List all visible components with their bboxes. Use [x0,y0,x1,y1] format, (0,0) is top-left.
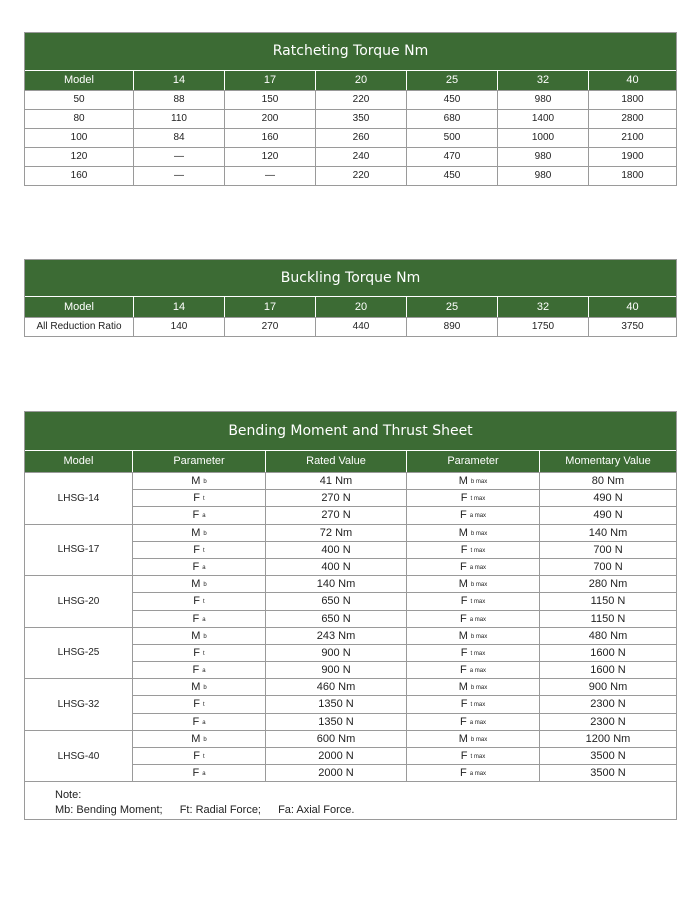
table-row [132,661,676,678]
parameter-subscript: t max [470,702,486,709]
momentary-value-cell: 480 Nm [539,628,676,644]
rated-value-cell: 1350 N [265,696,406,712]
bending-title: Bending Moment and Thrust Sheet [25,412,676,450]
value-cell: 2100 [588,129,676,147]
model-cell: LHSG-17 [25,524,132,576]
parameter-cell [132,696,265,712]
note [25,781,676,819]
momentary-value-cell: 1150 N [539,593,676,609]
parameter-symbol: M [191,526,201,539]
value-cell: 140 [133,318,224,336]
table-row [25,90,676,109]
momentary-value-cell: 1200 Nm [539,731,676,747]
momentary-value-cell: 140 Nm [539,525,676,541]
momentary-value-cell: 900 Nm [539,679,676,695]
table-row [132,747,676,764]
parameter-cell [132,559,265,575]
value-cell: 1900 [588,148,676,166]
note-axial-force: Fa: Axial Force. [278,804,355,817]
rated-value-cell: 600 Nm [265,731,406,747]
rated-value-cell: 460 Nm [265,679,406,695]
parameter-max-cell [406,593,539,609]
momentary-value-cell: 3500 N [539,765,676,781]
parameter-max-cell [406,507,539,523]
parameter-symbol: M [191,629,201,642]
value-cell: 270 [224,318,315,336]
value-cell: 2800 [588,110,676,128]
parameter-cell [132,525,265,541]
note-radial-force: Ft: Radial Force; [179,804,261,817]
parameter-symbol: F [192,767,200,780]
parameter-max-cell [406,714,539,730]
momentary-value-cell: 490 N [539,490,676,506]
header-cell: Momentary Value [539,451,676,472]
value-cell: 3750 [588,318,676,336]
parameter-max-cell [406,696,539,712]
parameter-subscript: b [203,530,207,537]
ratcheting-torque-table [24,32,677,186]
momentary-value-cell: 1150 N [539,611,676,627]
momentary-value-cell: 700 N [539,559,676,575]
model-group [25,575,676,627]
value-cell: 450 [406,91,497,109]
rated-value-cell: 270 N [265,507,406,523]
parameter-subscript: t max [470,496,486,503]
parameter-symbol: F [459,715,467,728]
value-cell: 240 [315,148,406,166]
model-cell: LHSG-20 [25,575,132,627]
note-items [55,803,676,818]
header-cell: 32 [497,297,588,317]
header-cell: 14 [133,297,224,317]
header-cell: 25 [406,297,497,317]
value-cell: 1800 [588,167,676,185]
parameter-cell [132,645,265,661]
value-cell: 440 [315,318,406,336]
model-cell: 80 [73,113,85,124]
parameter-symbol: F [459,509,467,522]
value-cell: 220 [315,91,406,109]
table-row [132,489,676,506]
value-cell: 84 [133,129,224,147]
parameter-symbol: F [460,646,468,659]
rated-value-cell: 72 Nm [265,525,406,541]
ratcheting-body [25,90,676,185]
value-cell: — [133,148,224,166]
table-row [25,128,676,147]
parameter-symbol: M [191,578,201,591]
model-cell: 160 [70,170,88,181]
table-row [132,506,676,523]
parameter-subscript: a [202,719,206,726]
header-cell: Model [64,301,94,313]
table-row [25,147,676,166]
rated-value-cell: 900 N [265,645,406,661]
table-row [25,166,676,185]
parameter-subscript: a [202,668,206,675]
model-group [25,627,676,679]
model-cell: LHSG-25 [25,627,132,679]
buckling-header-row [25,296,676,317]
parameter-max-cell [406,473,539,489]
parameter-max-cell [406,542,539,558]
parameter-subscript: t max [470,650,486,657]
header-cell: 17 [224,71,315,90]
header-cell: Model [63,455,94,467]
table-row [25,109,676,128]
parameter-max-cell [406,576,539,592]
parameter-subscript: t [203,547,205,554]
value-cell: 980 [497,148,588,166]
value-cell: 220 [315,167,406,185]
parameter-symbol: F [460,595,468,608]
ratcheting-header-row [25,70,676,90]
parameter-cell [132,507,265,523]
parameter-subscript: t [203,650,205,657]
rated-value-cell: 650 N [265,593,406,609]
parameter-symbol: F [192,715,200,728]
parameter-max-cell [406,765,539,781]
parameter-symbol: F [460,698,468,711]
header-cell: 20 [315,297,406,317]
parameter-cell [132,576,265,592]
table-row [132,575,676,592]
value-cell: 980 [497,167,588,185]
parameter-subscript: b max [470,479,488,485]
parameter-subscript: b [203,633,207,640]
parameter-subscript: b max [470,685,488,692]
parameter-cell [132,473,265,489]
buckling-torque-table [24,259,677,337]
parameter-max-cell [406,525,539,541]
rated-value-cell: 1350 N [265,714,406,730]
value-cell: 200 [224,110,315,128]
value-cell: 450 [406,167,497,185]
parameter-max-cell [406,490,539,506]
parameter-symbol: F [460,543,468,556]
parameter-symbol: M [191,475,201,487]
parameter-subscript: b max [470,633,488,640]
value-cell: 1750 [497,318,588,336]
parameter-max-cell [406,628,539,644]
value-cell: 110 [133,110,224,128]
parameter-subscript: b [203,479,207,485]
model-cell: LHSG-40 [25,730,132,782]
parameter-symbol: F [459,612,467,625]
momentary-value-cell: 2300 N [539,696,676,712]
rated-value-cell: 900 N [265,662,406,678]
parameter-symbol: F [459,767,467,780]
rated-value-cell: 2000 N [265,765,406,781]
parameter-subscript: t max [470,547,486,554]
rated-value-cell: 400 N [265,542,406,558]
parameter-symbol: F [193,750,201,762]
model-group [25,472,676,524]
value-cell: 500 [406,129,497,147]
header-cell: Parameter [406,451,539,472]
momentary-value-cell: 80 Nm [539,473,676,489]
rated-value-cell: 41 Nm [265,473,406,489]
parameter-subscript: a [202,564,206,571]
parameter-max-cell [406,611,539,627]
parameter-symbol: F [192,560,200,573]
value-cell: 350 [315,110,406,128]
parameter-symbol: M [191,732,201,745]
momentary-value-cell: 3500 N [539,748,676,764]
parameter-subscript: b [203,685,207,692]
value-cell: — [133,167,224,185]
parameter-subscript: a [202,513,206,520]
parameter-subscript: a [202,771,206,778]
value-cell: 890 [406,318,497,336]
value-cell: 120 [224,148,315,166]
momentary-value-cell: 1600 N [539,662,676,678]
parameter-cell [132,748,265,764]
table-row [132,713,676,730]
parameter-subscript: a [202,616,206,623]
parameter-symbol: M [458,681,468,694]
parameter-subscript: t max [470,599,486,606]
parameter-max-cell [406,748,539,764]
parameter-symbol: M [458,475,468,487]
model-cell: 50 [73,94,85,105]
value-cell: 260 [315,129,406,147]
table-row [132,610,676,627]
model-cell: LHSG-32 [25,678,132,730]
header-cell: 25 [406,71,497,90]
parameter-max-cell [406,559,539,575]
header-cell: 40 [588,297,676,317]
parameter-symbol: F [193,698,201,711]
rated-value-cell: 270 N [265,490,406,506]
parameter-subscript: t [203,599,205,606]
table-row [132,472,676,489]
buckling-body [25,317,676,336]
parameter-subscript: t [203,496,205,503]
parameter-subscript: t [203,754,205,760]
table-row [132,764,676,781]
parameter-max-cell [406,679,539,695]
header-cell: 32 [497,71,588,90]
rated-value-cell: 400 N [265,559,406,575]
parameter-symbol: M [458,526,468,539]
model-group [25,524,676,576]
bending-body [25,472,676,781]
table-row [132,524,676,541]
parameter-subscript: a max [469,771,487,778]
table-row [132,678,676,695]
parameter-symbol: F [193,492,201,505]
model-cell: LHSG-14 [25,472,132,524]
parameter-subscript: a max [469,616,487,623]
momentary-value-cell: 490 N [539,507,676,523]
value-cell: 150 [224,91,315,109]
header-cell: 17 [224,297,315,317]
value-cell: — [224,167,315,185]
header-cell: 40 [588,71,676,90]
value-cell: 1000 [497,129,588,147]
parameter-subscript: b max [470,582,488,589]
value-cell: 980 [497,91,588,109]
parameter-max-cell [406,731,539,747]
value-cell: 470 [406,148,497,166]
parameter-cell [132,593,265,609]
value-cell: 88 [133,91,224,109]
table-row [132,541,676,558]
parameter-symbol: F [460,750,468,762]
rated-value-cell: 2000 N [265,748,406,764]
parameter-cell [132,490,265,506]
parameter-symbol: F [192,664,200,677]
parameter-symbol: M [458,578,468,591]
header-cell: 20 [315,71,406,90]
rated-value-cell: 243 Nm [265,628,406,644]
momentary-value-cell: 700 N [539,542,676,558]
parameter-subscript: b [203,736,207,743]
parameter-symbol: M [458,732,468,745]
parameter-subscript: a max [469,513,487,520]
parameter-subscript: b max [470,736,488,743]
table-row [132,695,676,712]
parameter-subscript: a max [469,719,487,726]
parameter-max-cell [406,645,539,661]
header-cell: Rated Value [265,451,406,472]
header-cell: Parameter [132,451,265,472]
rated-value-cell: 140 Nm [265,576,406,592]
buckling-title: Buckling Torque Nm [25,260,676,296]
parameter-cell [132,662,265,678]
parameter-symbol: M [458,629,468,642]
parameter-subscript: a max [469,668,487,675]
momentary-value-cell: 280 Nm [539,576,676,592]
value-cell: 160 [224,129,315,147]
parameter-cell [132,542,265,558]
table-row [132,558,676,575]
parameter-cell [132,628,265,644]
parameter-cell [132,731,265,747]
table-row [132,730,676,747]
rated-value-cell: 650 N [265,611,406,627]
value-cell: 680 [406,110,497,128]
parameter-symbol: F [459,664,467,677]
table-row [132,627,676,644]
parameter-symbol: M [191,681,201,694]
parameter-subscript: b max [470,530,488,537]
momentary-value-cell: 2300 N [539,714,676,730]
note-bending-moment: Mb: Bending Moment; [55,804,163,817]
header-cell: 14 [133,71,224,90]
parameter-symbol: F [192,612,200,625]
parameter-symbol: F [459,560,467,573]
value-cell: 1400 [497,110,588,128]
model-cell: 100 [70,132,88,143]
ratcheting-title: Ratcheting Torque Nm [25,33,676,70]
parameter-cell [132,679,265,695]
table-row [132,644,676,661]
parameter-subscript: t [203,702,205,709]
parameter-symbol: F [193,543,201,556]
parameter-max-cell [406,662,539,678]
header-cell: Model [64,74,94,86]
bending-header-row [25,450,676,472]
parameter-subscript: a max [469,564,487,571]
parameter-symbol: F [192,509,200,522]
parameter-symbol: F [460,492,468,505]
parameter-cell [132,765,265,781]
bending-moment-table [24,411,677,820]
table-row [132,592,676,609]
parameter-symbol: F [193,595,201,608]
model-cell: 120 [70,151,88,162]
value-cell: 1800 [588,91,676,109]
model-group [25,730,676,782]
parameter-subscript: t max [470,754,486,760]
model-group [25,678,676,730]
parameter-subscript: b [203,582,207,589]
note-label: Note: [55,789,82,802]
model-cell: All Reduction Ratio [36,321,122,332]
table-row [25,317,676,336]
parameter-cell [132,714,265,730]
parameter-cell [132,611,265,627]
momentary-value-cell: 1600 N [539,645,676,661]
parameter-symbol: F [193,646,201,659]
